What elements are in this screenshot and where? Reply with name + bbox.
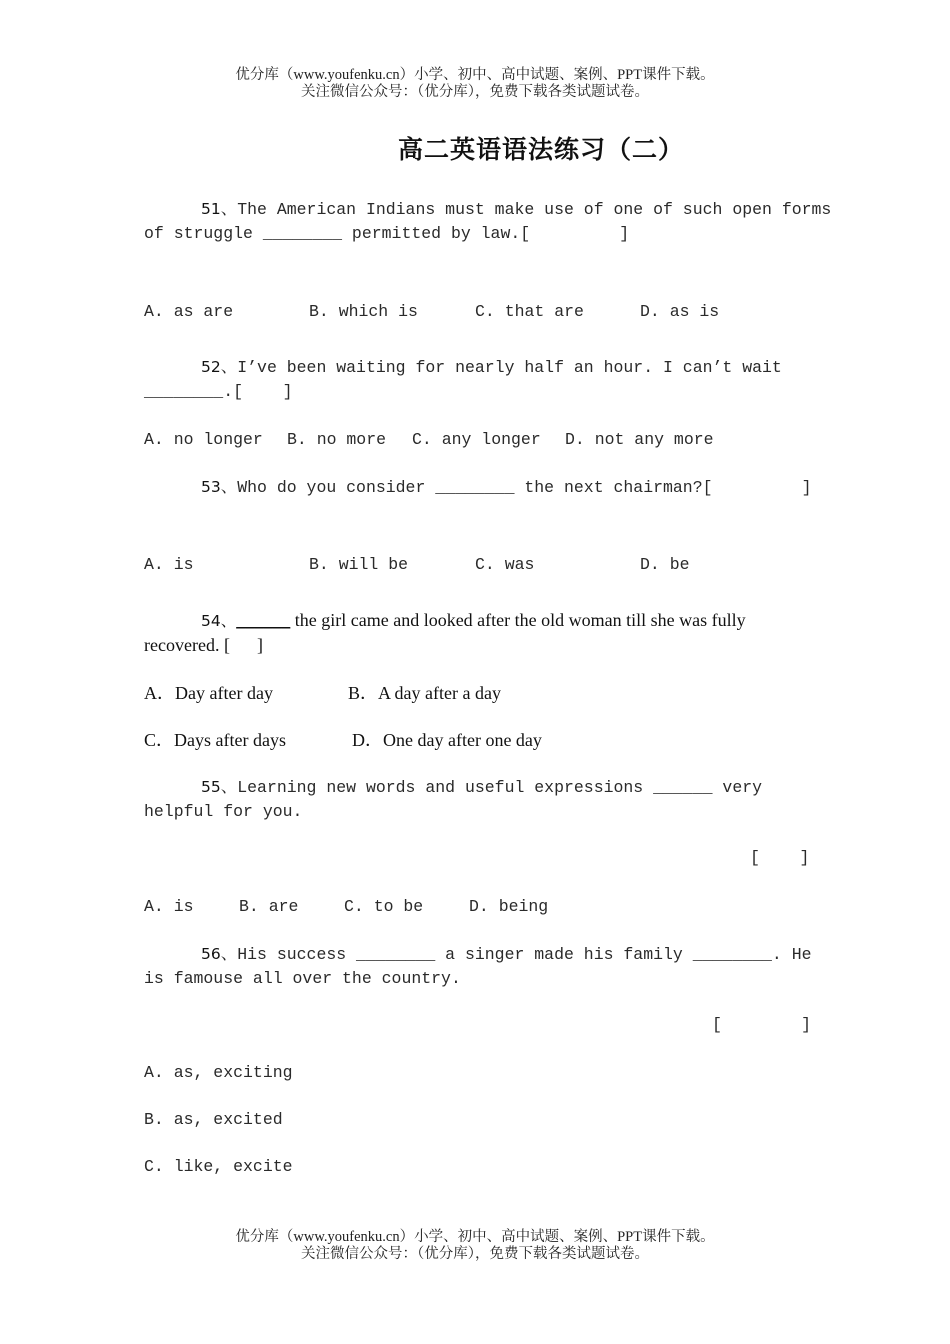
question-55-line-1 bbox=[201, 777, 762, 798]
q54-option-d: D．One day after one day bbox=[352, 730, 542, 750]
footer-line-1: 优分库（www.youfenku.cn）小学、初中、高中试题、案例、PPT课件下载。 bbox=[235, 1229, 715, 1245]
question-51-line-1 bbox=[201, 199, 831, 220]
question-text: 、Learning new words and useful expressions ______ very bbox=[220, 778, 763, 797]
q56-answer-bracket: [ ] bbox=[712, 1015, 812, 1034]
q51-option-a: A. as are bbox=[144, 302, 234, 321]
question-number: 54 bbox=[201, 612, 221, 630]
q56-option-b: B. as, excited bbox=[144, 1110, 283, 1129]
question-54-line-1 bbox=[201, 610, 746, 632]
page-footer bbox=[0, 1229, 950, 1263]
q54-option-a: A．Day after day bbox=[144, 683, 273, 703]
q55-option-a: A. is bbox=[144, 897, 194, 916]
question-number: 56 bbox=[201, 945, 221, 963]
question-51-line-2: of struggle ________ permitted by law.[ ] bbox=[144, 224, 630, 243]
question-separator: 、 bbox=[220, 612, 237, 630]
answer-blank: ______ bbox=[236, 610, 291, 630]
question-55-line-2: helpful for you. bbox=[144, 802, 303, 821]
q52-option-d: D. not any more bbox=[565, 430, 714, 449]
question-text: 、The American Indians must make use of one of such open forms bbox=[220, 200, 832, 219]
q53-option-c: C. was bbox=[475, 555, 535, 574]
q55-answer-bracket: [ ] bbox=[750, 848, 810, 867]
q51-option-d: D. as is bbox=[640, 302, 720, 321]
q52-option-c: C. any longer bbox=[412, 430, 541, 449]
page-header bbox=[0, 67, 950, 101]
q56-option-a: A. as, exciting bbox=[144, 1063, 293, 1082]
page-title: 高二英语语法练习（二） bbox=[397, 135, 684, 164]
question-56-line-2: is famouse all over the country. bbox=[144, 969, 461, 988]
q52-option-a: A. no longer bbox=[144, 430, 263, 449]
q53-option-b: B. will be bbox=[309, 555, 409, 574]
q53-option-a: A. is bbox=[144, 555, 194, 574]
question-number: 55 bbox=[201, 778, 221, 796]
header-line-1: 优分库（www.youfenku.cn）小学、初中、高中试题、案例、PPT课件下载。 bbox=[235, 67, 715, 83]
q54-option-b: B．A day after a day bbox=[348, 683, 501, 703]
question-text: recovered. [ ] bbox=[144, 635, 263, 655]
q56-option-c: C. like, excite bbox=[144, 1157, 293, 1176]
question-text: the girl came and looked after the old woman till she was fully bbox=[290, 610, 746, 630]
question-number: 52 bbox=[201, 358, 221, 376]
q51-option-c: C. that are bbox=[475, 302, 584, 321]
question-number: 53 bbox=[201, 478, 221, 496]
question-54-line-2 bbox=[144, 635, 263, 657]
footer-line-2: 关注微信公众号：（优分库），免费下载各类试题试卷。 bbox=[301, 1246, 649, 1262]
question-52-line-1 bbox=[201, 357, 782, 378]
q51-option-b: B. which is bbox=[309, 302, 418, 321]
question-53-line-1 bbox=[201, 477, 812, 498]
question-56-line-1 bbox=[201, 944, 812, 965]
question-text: 、I’ve been waiting for nearly half an hour. I can’t wait bbox=[220, 358, 782, 377]
q54-option-c: C．Days after days bbox=[144, 730, 286, 750]
header-line-2: 关注微信公众号：（优分库），免费下载各类试题试卷。 bbox=[301, 84, 649, 100]
q53-option-d: D. be bbox=[640, 555, 690, 574]
question-number: 51 bbox=[201, 200, 221, 218]
question-52-line-2: ________.[ ] bbox=[144, 382, 293, 401]
q55-option-d: D. being bbox=[469, 897, 549, 916]
question-text: 、His success ________ a singer made his family ________. He bbox=[220, 945, 812, 964]
q52-option-b: B. no more bbox=[287, 430, 387, 449]
q55-option-b: B. are bbox=[239, 897, 299, 916]
q55-option-c: C. to be bbox=[344, 897, 424, 916]
question-text: 、Who do you consider ________ the next chairman?[ ] bbox=[220, 478, 812, 497]
